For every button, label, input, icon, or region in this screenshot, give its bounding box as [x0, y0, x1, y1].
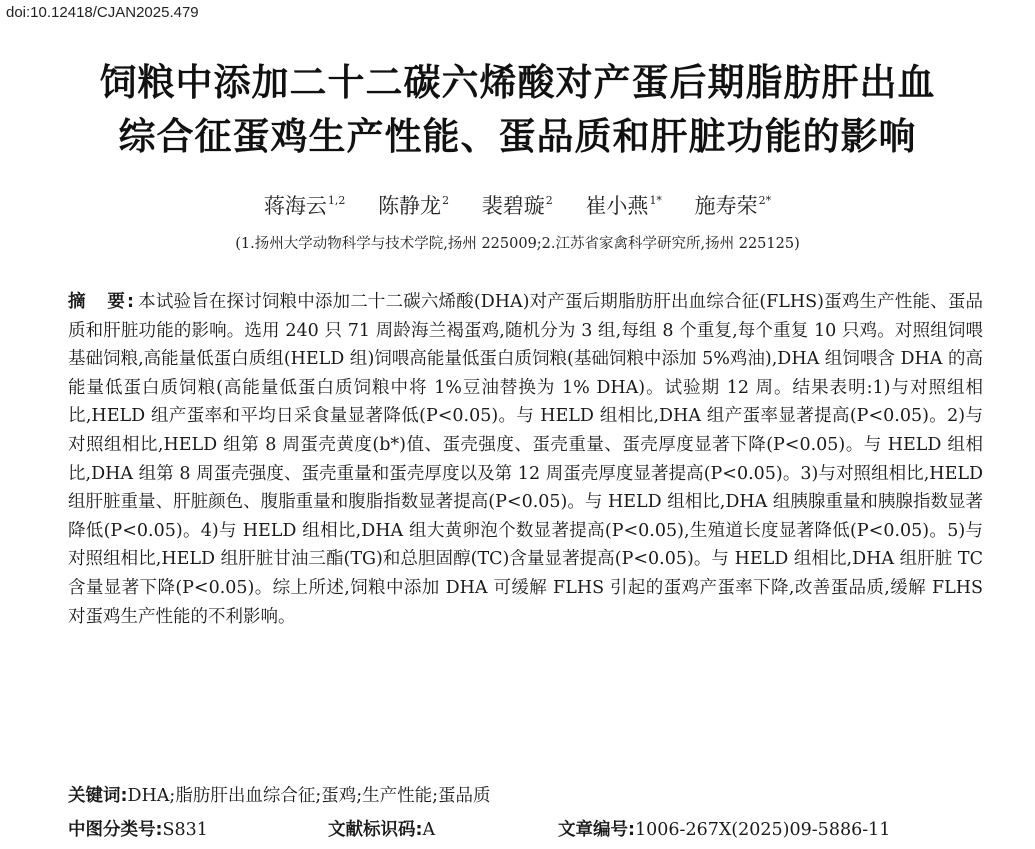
author-name: 陈静龙	[378, 194, 442, 218]
keywords	[68, 782, 491, 807]
article-number	[558, 816, 890, 841]
author	[585, 190, 662, 220]
affiliations: (1.扬州大学动物科学与技术学院,扬州 225009;2.江苏省家禽科学研究所,扬州 225125)	[235, 236, 800, 252]
article-number-value: 1006-267X(2025)09-5886-11	[635, 820, 891, 840]
abstract-label: 摘 要:	[68, 292, 137, 312]
article-number-label: 文章编号:	[558, 820, 635, 840]
title-line-1: 饲粮中添加二十二碳六烯酸对产蛋后期脂肪肝出血	[99, 61, 936, 104]
author	[482, 190, 553, 220]
keywords-text: DHA;脂肪肝出血综合征;蛋鸡;生产性能;蛋品质	[127, 786, 491, 806]
abstract-text: 本试验旨在探讨饲粮中添加二十二碳六烯酸(DHA)对产蛋后期脂肪肝出血综合征(FLHS)蛋鸡生产性能、蛋品质和肝脏功能的影响。选用 240 只 71 周龄海兰褐蛋鸡,随机分为 3 组,每组 8 个重复,每个重复 10 只鸡。对照组饲喂基础饲粮,高能量低蛋白质组(HELD 组)饲喂高能量低蛋白质饲粮(基础饲粮中添加 5%鸡油),DHA 组饲喂含 DHA 的高能量低蛋白质饲粮(高能量低蛋白质饲粮中将 1%豆油替换为 1% DHA)。试验期 12 周。结果表明:1)与对照组相比,HELD 组产蛋率和平均日采食量显著降低(P<0.05)。与 HELD 组相比,DHA 组产蛋率显著提高(P<0.05)。2)与对照组相比,HELD 组第 8 周蛋壳黄度(b*)值、蛋壳强度、蛋壳重量、蛋壳厚度显著下降(P<0.05)。与 HELD 组相比,DHA 组第 8 周蛋壳强度、蛋壳重量和蛋壳厚度以及第 12 周蛋壳厚度显著提高(P<0.05)。3)与对照组相比,HELD 组肝脏重量、肝脏颜色、腹脂重量和腹脂指数显著提高(P<0.05)。与 HELD 组相比,DHA 组胰腺重量和胰腺指数显著降低(P<0.05)。4)与 HELD 组相比,DHA 组大黄卵泡个数显著提高(P<0.05),生殖道长度显著降低(P<0.05)。5)与对照组相比,HELD 组肝脏甘油三酯(TG)和总胆固醇(TC)含量显著提高(P<0.05)。与 HELD 组相比,DHA 组肝脏 TC 含量显著下降(P<0.05)。综上所述,饲粮中添加 DHA 可缓解 FLHS 引起的蛋鸡产蛋率下降,改善蛋品质,缓解 FLHS 对蛋鸡生产性能的不利影响。	[68, 292, 984, 627]
author-name: 蒋海云	[263, 194, 327, 218]
clc-number	[68, 816, 208, 841]
author-affil-sup: 2	[442, 194, 450, 207]
author	[378, 190, 449, 220]
author-affil-sup: 1,2	[327, 194, 346, 207]
abstract	[68, 288, 983, 631]
author	[695, 190, 772, 220]
author-name: 崔小燕	[585, 194, 649, 218]
doi-line[interactable]: doi:10.12418/CJAN2025.479	[6, 4, 199, 21]
author-affil-sup: 1*	[649, 194, 662, 207]
doc-code-value: A	[422, 820, 436, 840]
title-line-2: 综合征蛋鸡生产性能、蛋品质和肝脏功能的影响	[118, 115, 917, 158]
clc-label: 中图分类号:	[68, 820, 163, 840]
author-list	[0, 190, 1035, 220]
document-code	[328, 816, 435, 841]
keywords-label: 关键词:	[68, 786, 128, 806]
author-affil-sup: 2	[545, 194, 553, 207]
doc-code-label: 文献标识码:	[328, 820, 423, 840]
clc-value: S831	[162, 820, 208, 840]
author-affil-sup: 2*	[758, 194, 772, 207]
author-name: 施寿荣	[694, 194, 758, 218]
author	[264, 190, 346, 220]
author-name: 裴碧璇	[481, 194, 545, 218]
